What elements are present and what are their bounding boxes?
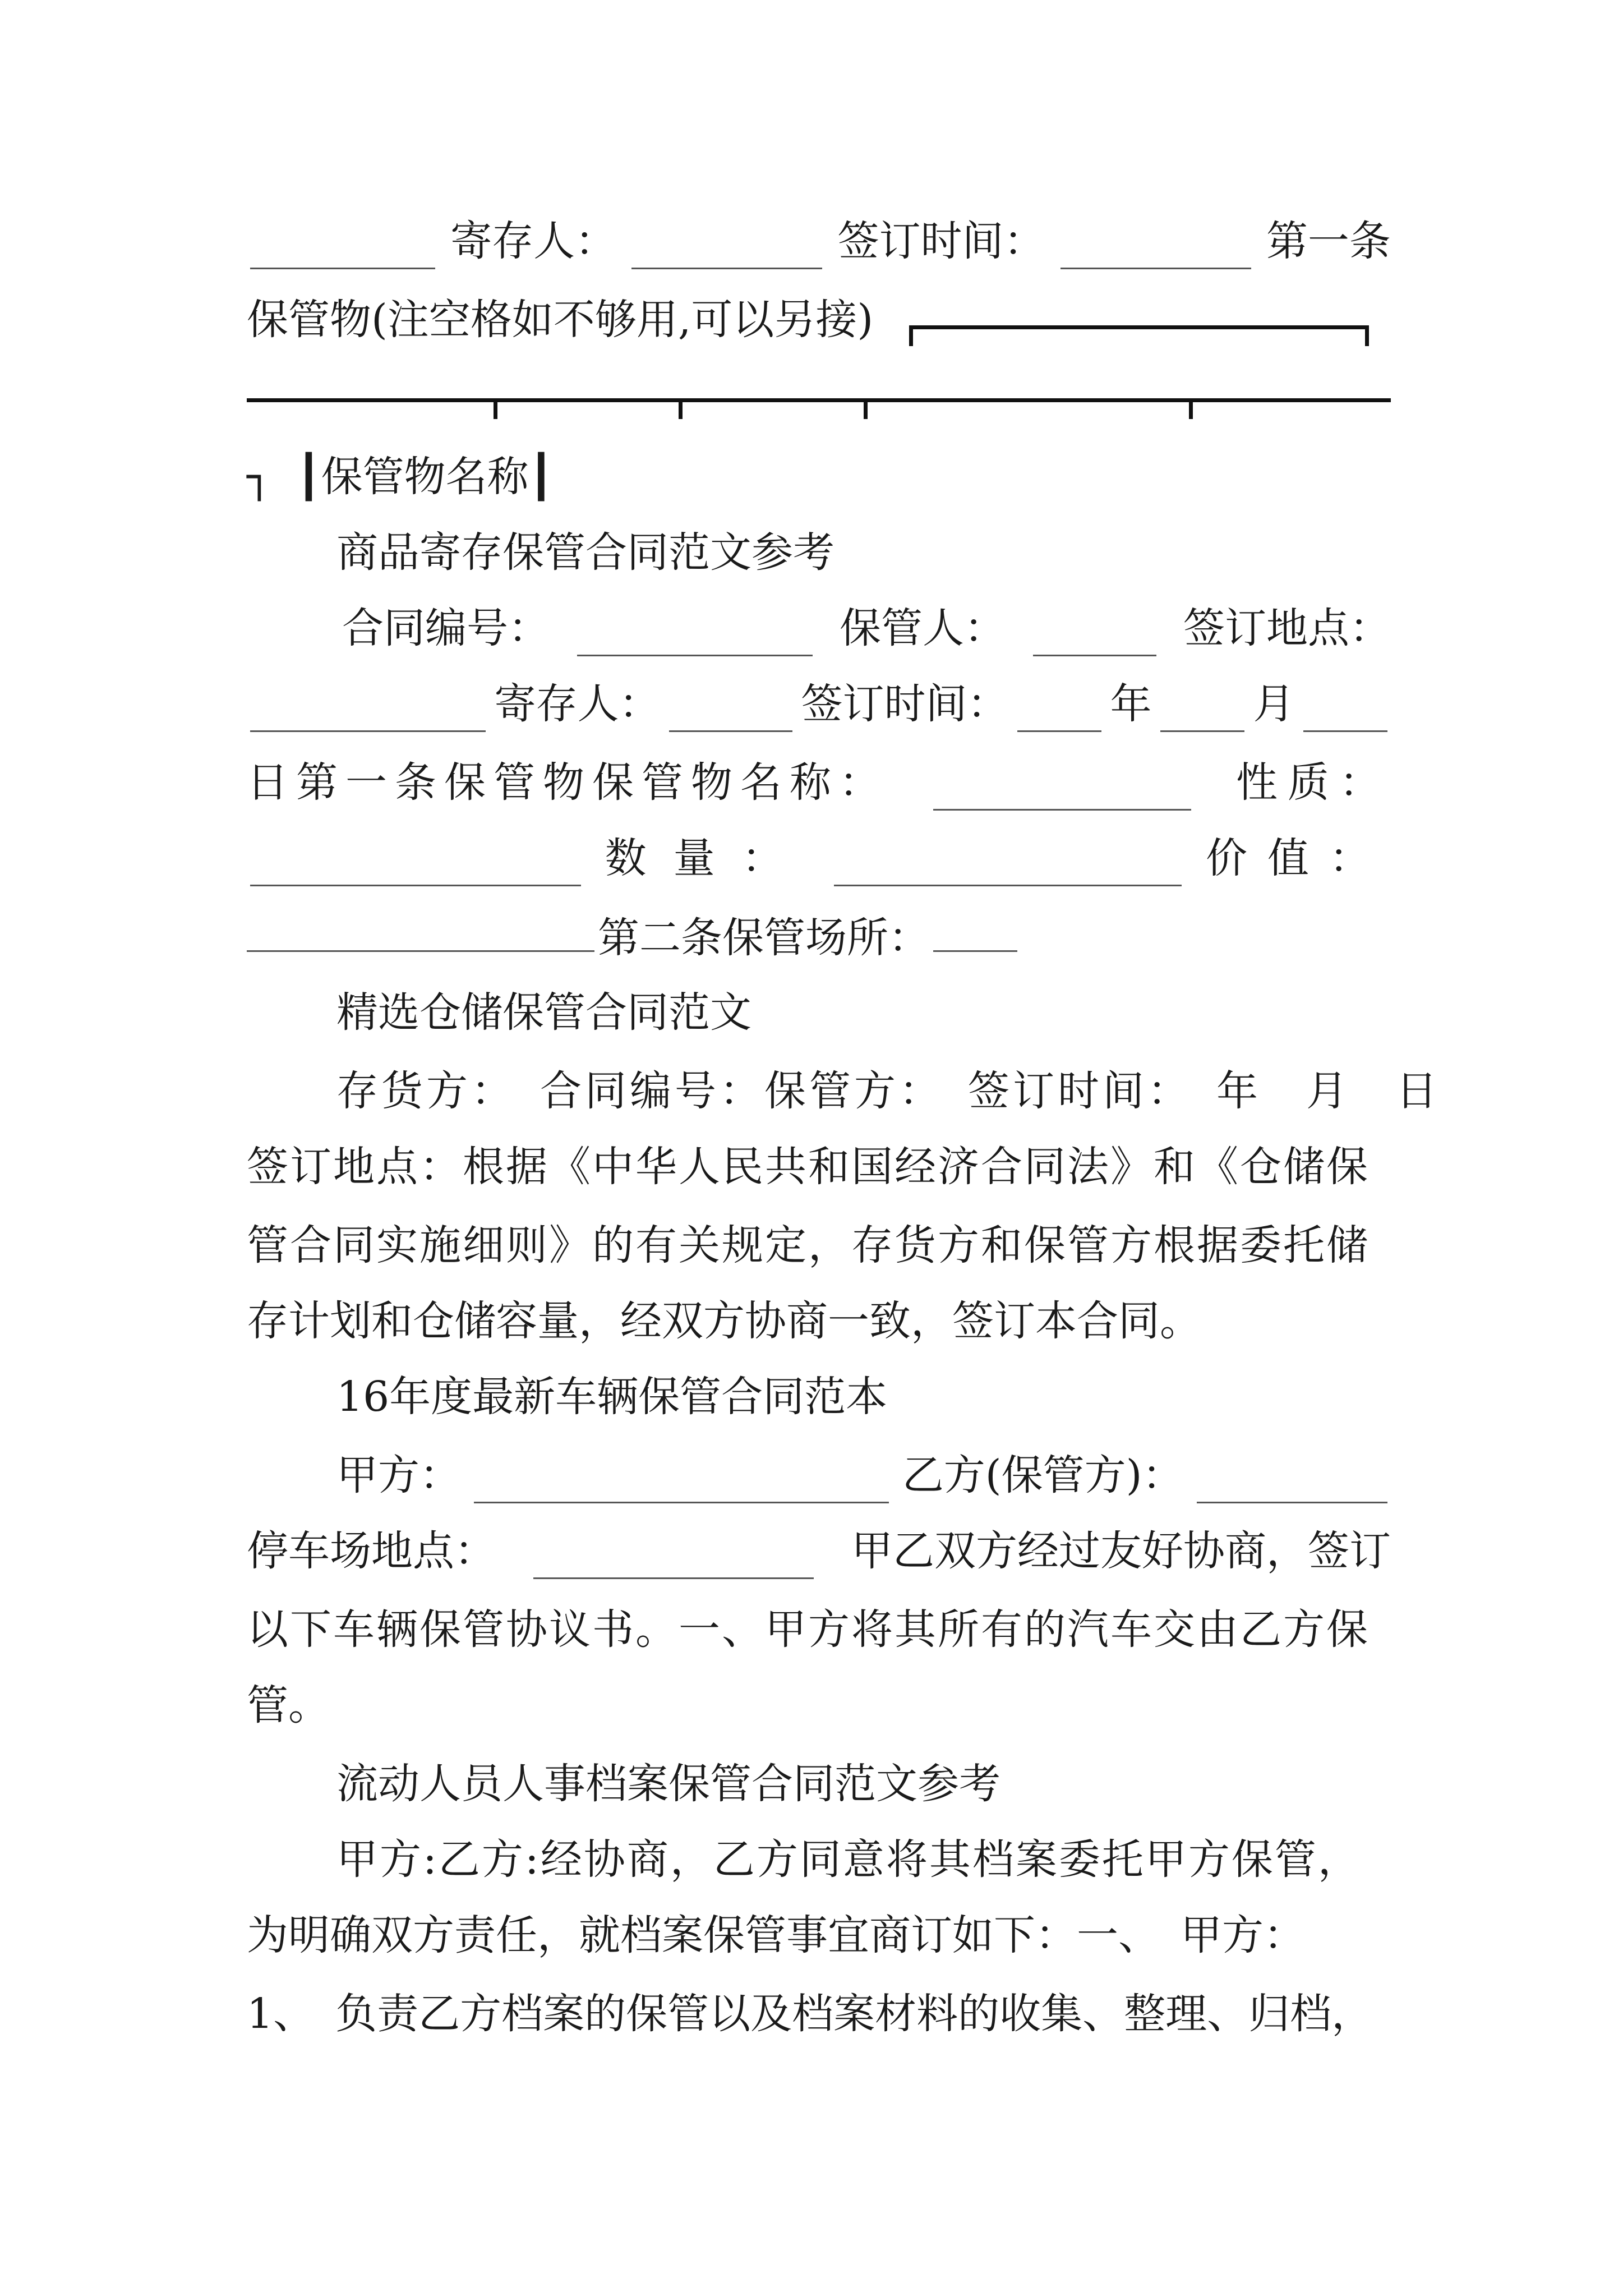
text-line [342, 600, 1391, 656]
label-stored-goods-note: 保管物(注空格如不够用,可以另接) [247, 296, 874, 344]
label-custodian: 保管人： [840, 604, 1006, 652]
paragraph-line: 存计划和仓储容量，经双方协商一致，签订本合同。 [247, 1297, 1201, 1345]
blank-field [631, 226, 822, 269]
section-heading: 商品寄存保管合同范文参考 [336, 528, 834, 577]
blank-field [834, 843, 1182, 886]
label-sign-place: 签订地点： [1183, 604, 1391, 652]
blank-field [1033, 613, 1156, 656]
blank-field [474, 1460, 889, 1503]
label-article-1-name: 日第一条保管物保管物名称： [247, 758, 888, 807]
blank-field [1197, 1460, 1387, 1503]
text-line [336, 1447, 1391, 1503]
text-line [247, 676, 1391, 732]
text-line [247, 292, 1391, 348]
blank-field [1061, 226, 1251, 269]
blank-field [577, 613, 813, 656]
text-parties-agree: 甲乙双方经过友好协商，签订 [851, 1527, 1391, 1575]
label-depositor: 寄存人： [450, 217, 617, 265]
text-line [247, 213, 1391, 269]
label-sign-time: 签订时间： [837, 217, 1045, 265]
paragraph-line: 存货方： 合同编号：保管方： 签订时间： 年 月 日 [336, 1067, 1441, 1115]
blank-field [1303, 689, 1387, 732]
paragraph-line: 甲方:乙方:经协商，乙方同意将其档案委托甲方保管， [336, 1835, 1361, 1884]
label-article-2: 第二条保管场所： [598, 914, 930, 962]
label-party-a: 甲方： [336, 1451, 461, 1499]
paragraph-line: 管。 [247, 1681, 330, 1729]
blank-field [1017, 689, 1101, 732]
blank-field [933, 767, 1191, 811]
blank-field [933, 909, 1017, 952]
label-contract-no: 合同编号： [342, 604, 550, 652]
label-article-1: 第一条 [1266, 217, 1391, 265]
paragraph-line: 签订地点：根据《中华人民共和国经济合同法》和《仓储保 [247, 1143, 1370, 1191]
table-border-line [247, 398, 1391, 402]
label-value: 价值： [1205, 834, 1391, 882]
paragraph-line: 1、 负责乙方档案的保管以及档案材料的收集、整理、归档， [247, 1990, 1373, 2038]
blank-field [1160, 689, 1244, 732]
blank-field [250, 843, 581, 886]
paragraph-line: 以下车辆保管协议书。一、甲方将其所有的汽车交由乙方保 [247, 1605, 1370, 1654]
blank-field [250, 226, 435, 269]
paragraph-line: 管合同实施细则》的有关规定，存货方和保管方根据委托储 [247, 1221, 1370, 1269]
text-line [247, 830, 1391, 886]
label-month: 月 [1253, 680, 1295, 728]
blank-field [669, 689, 792, 732]
label-parking-location: 停车场地点： [247, 1527, 496, 1575]
blank-field [247, 909, 594, 952]
text-line [247, 1523, 1391, 1579]
label-quantity: 数量： [605, 834, 810, 882]
blank-field [250, 689, 486, 732]
text-line [247, 754, 1391, 811]
section-heading: 流动人员人事档案保管合同范文参考 [336, 1760, 1000, 1808]
section-heading: 精选仓储保管合同范文 [336, 988, 751, 1037]
text-line [247, 449, 1391, 505]
table-header-stored-goods-name: ┃保管物名称┃ [296, 453, 554, 501]
section-heading: 16年度最新车辆保管合同范本 [336, 1373, 888, 1421]
label-nature: 性质： [1236, 758, 1391, 807]
text-line [247, 909, 1391, 966]
label-year: 年 [1110, 680, 1152, 728]
paragraph-line: 为明确双方责任，就档案保管事宜商订如下：一、 甲方： [247, 1911, 1305, 1959]
blank-field [533, 1536, 814, 1579]
table-border-row [247, 370, 1391, 426]
table-border-line [909, 325, 1369, 329]
label-party-b-custodian: 乙方(保管方)： [902, 1451, 1184, 1499]
label-sign-time: 签订时间： [801, 680, 1009, 728]
table-corner: ┐ [247, 453, 272, 501]
label-depositor: 寄存人： [494, 680, 661, 728]
